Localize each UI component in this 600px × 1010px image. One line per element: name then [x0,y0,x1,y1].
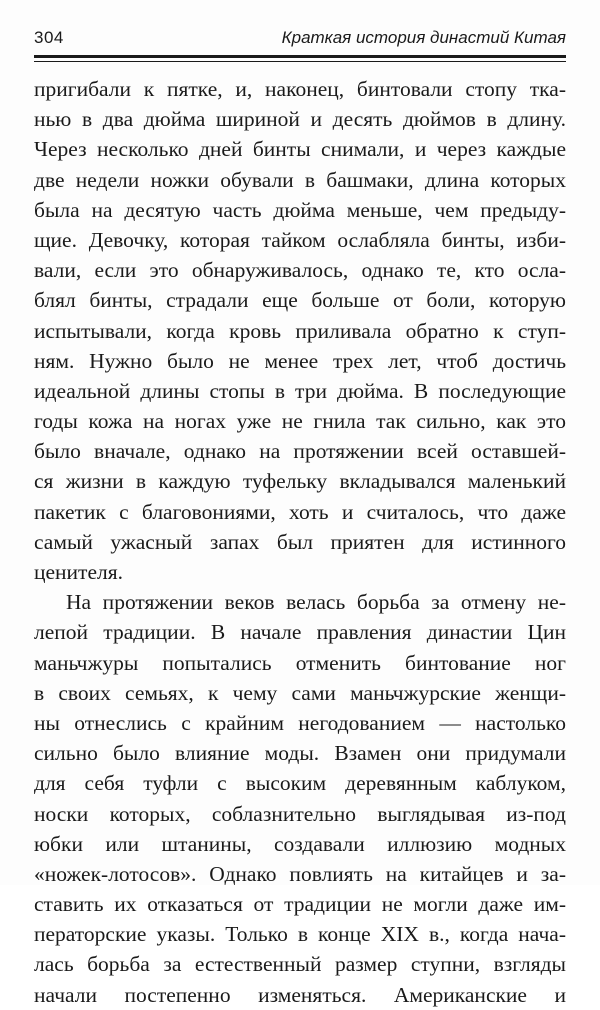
running-title: Краткая история династий Китая [281,28,566,47]
text-line: «ножек-лотосов». Однако повлиять на китайцев и за- [34,861,566,886]
text-line: блял бинты, страдали еще больше от боли, которую [34,288,566,313]
text-line: ставить их отказаться от традиции не могли даже им- [34,892,566,917]
header-rule-thick [34,55,566,58]
text-line: была на десятую часть дюйма меньше, чем предыду- [34,197,566,222]
text-line: лась борьба за естественный размер ступни, взгляды [34,952,566,977]
text-line: нью в два дюйма шириной и десять дюймов в длину. [34,107,566,132]
text-line: пригибали к пятке, и, наконец, бинтовали стопу тка- [34,77,566,101]
text-line: юбки или штанины, создавали иллюзию модных [34,831,566,856]
text-line: ням. Нужно было не менее трех лет, чтоб достичь [34,348,566,373]
text-line: пакетик с благовониями, хоть и считалось, что даже [34,499,566,524]
text-line: Через несколько дней бинты снимали, и через каждые [34,137,566,162]
header-rule-thin [34,61,566,62]
text-line: идеальной длины стопы в три дюйма. В последующие [34,378,566,403]
text-line: сильно было влияние моды. Взамен они придумали [34,741,566,766]
page-header [34,28,566,52]
text-line: вали, если это обнаруживалось, однако те, кто осла- [34,258,566,283]
text-line: испытывали, когда кровь приливала обратно к ступ- [34,318,566,343]
text-line: лепой традиции. В начале правления династии Цин [34,620,566,645]
text-line: было вначале, однако на протяжении всей оставшей- [34,439,566,464]
text-line: две недели ножки обували в башмаки, длина которых [34,167,566,192]
text-line: для себя туфли с высоким деревянным каблуком, [34,771,566,796]
text-line: ны отнеслись с крайним негодованием — настолько [34,710,566,735]
text-line: годы кожа на ногах уже не гнила так сильно, как это [34,409,566,434]
paragraph-end-line: ценителя. [34,560,123,584]
text-line: маньчжуры попытались отменить бинтование ног [34,650,566,675]
text-line: начали постепенно изменяться. Американские и [34,982,566,1007]
text-line: ся жизни в каждую туфельку вкладывался маленький [34,469,566,494]
page-number: 304 [34,28,64,47]
text-line: в своих семьях, к чему сами маньчжурские женщи- [34,680,566,705]
text-line: самый ужасный запах был приятен для истинного [34,529,566,554]
body-text [34,74,566,1010]
text-line: щие. Девочку, которая тайком ослабляла бинты, изби- [34,227,566,252]
paragraph-start-line: На протяжении веков велась борьба за отмену не- [66,590,566,615]
text-line: ператорские указы. Только в конце XIX в., когда нача- [34,922,566,947]
text-line: носки которых, соблазнительно выглядывая из-под [34,801,566,826]
